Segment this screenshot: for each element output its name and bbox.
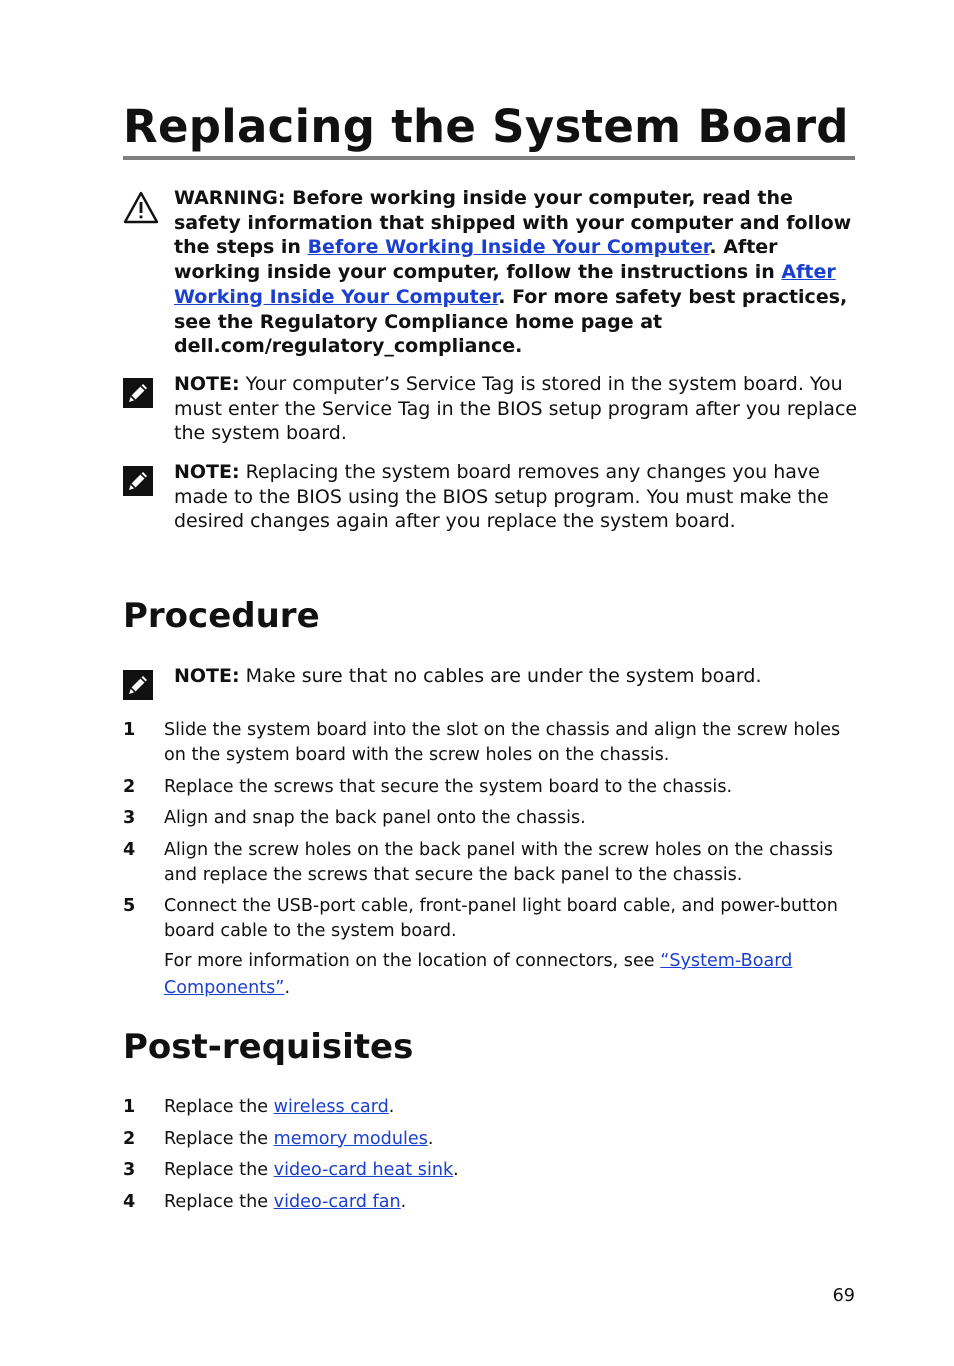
post-requisites-list [123,1095,855,1221]
system-board-components-link[interactable]: “System-Board Components” [164,951,793,998]
list-item [123,1190,855,1215]
step-number: 3 [123,1160,136,1180]
wireless-card-link[interactable]: wireless card [273,1097,389,1117]
list-item [123,1095,855,1120]
note-pencil-icon [123,466,153,496]
step-suffix: . [400,1191,407,1212]
step-number: 1 [123,720,136,740]
step-text: Replace the [164,1097,274,1117]
list-item [123,838,855,888]
step-number: 3 [123,808,136,828]
info-text: For more information on the location of connectors, see [164,951,661,971]
step-text: Replace the [164,1128,274,1149]
note-text [174,664,859,689]
after-working-link[interactable]: After Working Inside Your Computer [174,261,836,308]
note-label: NOTE: [174,373,240,395]
video-card-fan-link[interactable]: video-card fan [273,1191,401,1212]
list-item [123,894,855,944]
warning-text-part: Before working inside your computer, read the safety information that shipped with your computer and follow the steps in [174,187,852,259]
note-label: NOTE: [174,461,240,483]
step-number: 2 [123,776,136,797]
step-text: Replace the [164,1160,274,1180]
step-suffix: . [453,1160,459,1180]
list-item [123,806,855,831]
note-label: NOTE: [174,665,240,687]
note-body: Your computer’s Service Tag is stored in the system board. You must enter the Service Tag in the BIOS setup program after you replace the system board. [174,373,858,445]
step-number: 5 [123,896,136,916]
note-pencil-icon [123,378,153,408]
list-item [123,1158,855,1183]
step-text: Replace the [164,1191,274,1212]
list-item [123,1127,855,1152]
note-body: Replacing the system board removes any changes you have made to the BIOS using the BIOS setup program. You must make the desired changes again after you replace the system board. [174,461,829,533]
procedure-heading: Procedure [123,596,320,636]
warning-label: WARNING: [174,187,286,209]
video-card-heat-sink-link[interactable]: video-card heat sink [273,1160,454,1180]
step-number: 1 [123,1097,136,1117]
note-callout [123,460,855,540]
procedure-steps [123,718,855,951]
page-title: Replacing the System Board [123,98,855,160]
connector-info [164,948,844,1002]
step-number: 2 [123,1128,136,1149]
post-requisites-heading: Post-requisites [123,1027,414,1067]
step-suffix: . [427,1128,434,1149]
step-suffix: . [388,1097,395,1117]
info-end: . [284,978,291,998]
warning-callout [123,186,855,361]
list-item [123,775,855,800]
note-callout [123,372,858,452]
page-number: 69 [832,1286,855,1306]
step-text: Replace the screws that secure the system board to the chassis. [164,776,733,797]
warning-text [174,186,859,359]
step-text: Slide the system board into the slot on the chassis and align the screw holes on the system board with the screw holes on the chassis. [164,720,841,765]
step-number: 4 [123,839,136,860]
step-text: Connect the USB-port cable, front-panel light board cable, and power-button board cable to the system board. [164,896,838,941]
note-pencil-icon [123,670,153,700]
warning-triangle-icon [123,190,159,226]
list-item [123,718,855,768]
note-body: Make sure that no cables are under the system board. [239,665,762,687]
step-number: 4 [123,1191,136,1212]
step-text: Align the screw holes on the back panel with the screw holes on the chassis and replace the screws that secure the back panel to the chassis. [164,839,834,885]
step-text: Align and snap the back panel onto the chassis. [164,808,586,828]
note-text [174,460,859,534]
warning-text-part: . After working inside your computer, follow the instructions in [174,236,782,284]
note-callout [123,664,855,700]
warning-text-part: . For more safety best practices, see the Regulatory Compliance home page at dell.com/regulatory_compliance. [174,285,848,358]
before-working-link[interactable]: Before Working Inside Your Computer [307,236,710,259]
note-text [174,372,859,446]
memory-modules-link[interactable]: memory modules [273,1128,428,1149]
